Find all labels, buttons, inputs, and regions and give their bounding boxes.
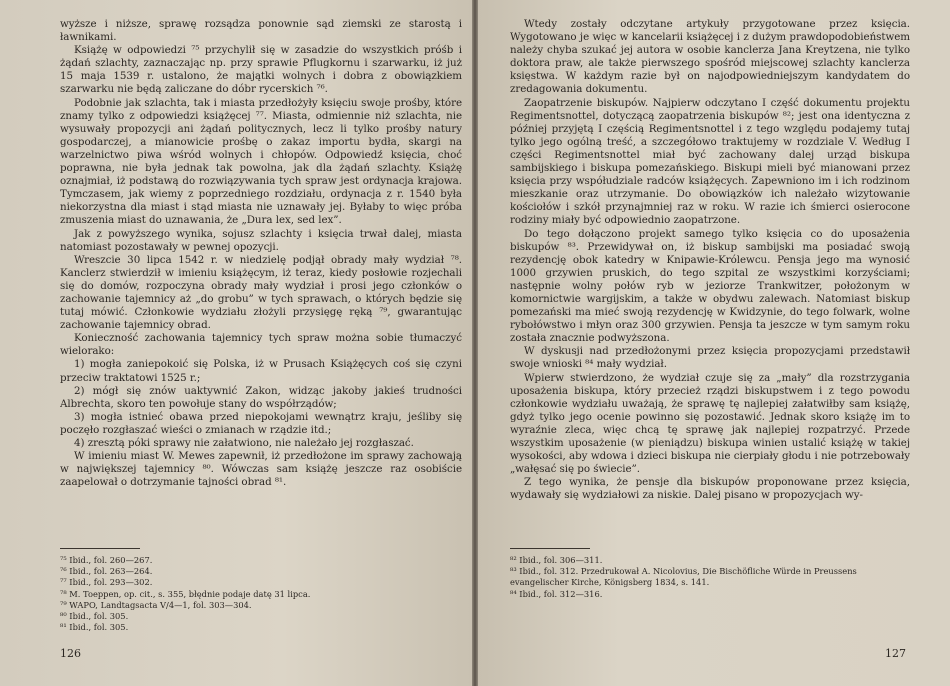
left-paragraph: wyższe i niższe, sprawę rozsądza ponownie sąd ziemski ze starostą i ławnikami. <box>60 18 462 44</box>
page-number: 126 <box>60 647 81 660</box>
left-list-item: 3) mogła istnieć obawa przed niepokojami wewnątrz kraju, jeśliby się poczęło rozgłaszać wieści o zmianach w rządzie itd.; <box>60 410 462 436</box>
left-paragraph: Podobnie jak szlachta, tak i miasta przedłożyły księciu swoje prośby, które znamy tylko z odpowiedzi książęcej ⁷⁷. Miasta, odmiennie niż szlachta, nie wysuwały propozycji ani żądań politycznych, lecz li tylko prośby natury gospodarczej, a mianowicie prośbę o zakaz importu bydła, skargi na warzelnictwo piwa wśród wolnych i chłopów. Odpowiedź księcia, choć poprawna, nie była jednak tak powolna, jak dla żądań szlachty. Książę oznajmiał, iż podstawą do rozwiązywania tych spraw jest ordynacja krajowa. Tymczasem, jak wiemy z poprzedniego rozdziału, ordynacja z r. 1540 była niekorzystna dla miast i stąd miasta nie uznawały jej. Byłaby to więc próba zmuszenia miast do uznawania, że „Dura lex, sed lex”. <box>60 96 462 227</box>
footnote: ⁸⁰ Ibid., fol. 305. <box>60 611 129 622</box>
footnote-rule <box>60 548 140 549</box>
right-paragraph: Do tego dołączono projekt samego tylko księcia co do uposażenia biskupów ⁸³. Przewidywał on, iż biskup sambijski ma posiadać swoją rezydencję obok katedry w Knipawie-Królewcu. Pensja jego ma wynosić 1000 grzywien pruskich, do tego szpital ze wszystkimi korzyściami; następnie wolny połów ryb w jeziorze Trankwitzer, położonym w komornictwie wargijskim, a także w obydwu zalewach. Natomiast biskup pomezański ma mieć swoją rezydencję w Kwidzynie, do tego folwark, wolne rybołówstwo i młyn oraz 300 grzywien. Pensja ta jeszcze w tym samym roku została znacznie podwyższona. <box>510 227 910 345</box>
left-body <box>60 18 462 538</box>
right-paragraph: Wpierw stwierdzono, że wydział czuje się za „mały” dla rozstrzygania uposażenia biskupa, który przecież rządzi biskupstwem i z tego powodu członkowie wydziału uważają, że sprawę tę najlepiej załatwiłby sam książę, gdyż tylko jego ocenie powinno się pozostawić. Jednak skoro książę im to wyraźnie zleca, więc chcą tę sprawę jak najlepiej rozpatrzyć. Przede wszystkim uposażenie (w pieniądzu) biskupa winien ustalić książę w takiej wysokości, aby wdowa i dzieci biskupa nie cierpiały głodu i nie potrzebowały „wałęsać się po świecie”. <box>510 371 910 476</box>
footnote: ⁷⁹ WAPO, Landtagsacta V/4—1, fol. 303—304. <box>60 599 252 610</box>
left-list-item: 4) zresztą póki sprawy nie załatwiono, nie należało jej rozgłaszać. <box>74 437 414 449</box>
left-page <box>0 0 472 686</box>
left-paragraph: Konieczność zachowania tajemnicy tych spraw można sobie tłumaczyć wielorako: <box>60 332 462 358</box>
footnote-rule <box>510 548 590 549</box>
left-paragraph: Książę w odpowiedzi ⁷⁵ przychylił się w zasadzie do wszystkich próśb i żądań szlachty, zaznaczając np. przy sprawie Pflugkornu i szarwarku, iż już 15 maja 1539 r. ustalono, że majątki wolnych i dobra z obowiązkiem szarwarku nie będą zaliczane do dóbr rycerskich ⁷⁶. <box>60 44 462 96</box>
footnote: ⁸³ Ibid., fol. 312. Przedrukował A. Nicolovius, Die Bischöfliche Würde in Preussens evangelischer Kirche, Königsberg 1834, s. 141. <box>510 566 857 588</box>
left-list-item: 2) mógł się znów uaktywnić Zakon, widząc jakoby jakieś trudności Albrechta, skoro ten powołuje stany do współrządów; <box>60 384 462 410</box>
right-paragraph: Wtedy zostały odczytane artykuły przygotowane przez księcia. Wygotowano je więc w kancelarii książęcej i z dużym prawdopodobieństwem należy chyba szukać jej autora w osobie kanclerza Jana Kreytzena, nie tylko doktora praw, ale także pierwszego spośród miejscowej szlachty kanclerza księstwa. W każdym razie był on najodpowiedniejszym kandydatem do zredagowania dokumentu. <box>510 18 910 96</box>
footnote: ⁸² Ibid., fol. 306—311. <box>510 555 603 565</box>
left-paragraph: W imieniu miast W. Mewes zapewnił, iż przedłożone im sprawy zachowają w największej tajemnicy ⁸⁰. Wówczas sam książę jeszcze raz osobiście zaapelował o dotrzymanie tajności obrad ⁸¹. <box>60 450 462 489</box>
right-paragraph: W dyskusji nad przedłożonymi przez księcia propozycjami przedstawił swoje wnioski ⁸⁴ mały wydział. <box>510 345 910 371</box>
left-paragraph: Jak z powyższego wynika, sojusz szlachty i księcia trwał dalej, miasta natomiast pozostawały w pewnej opozycji. <box>60 227 462 253</box>
footnote: ⁸⁴ Ibid., fol. 312—316. <box>510 588 603 599</box>
right-footnotes <box>510 555 910 600</box>
footnote: ⁷⁷ Ibid., fol. 293—302. <box>60 577 153 588</box>
footnote: ⁸¹ Ibid., fol. 305. <box>60 622 129 633</box>
left-footnotes <box>60 555 462 633</box>
footnote: ⁷⁶ Ibid., fol. 263—264. <box>60 566 153 577</box>
right-page <box>478 0 950 686</box>
right-body <box>510 18 910 538</box>
right-paragraph: Z tego wynika, że pensje dla biskupów proponowane przez księcia, wydawały się wydziałowi za niskie. Dalej pisano w propozycjach wy- <box>510 476 910 502</box>
right-paragraph: Zaopatrzenie biskupów. Najpierw odczytano I część dokumentu projektu Regimentsnottel, dotyczącą zaopatrzenia biskupów ⁸²; jest ona identyczna z później przyjętą I częścią Regimentsnottel i z tego względu podajemy tutaj tylko jego ogólną treść, a szczegółowo traktujemy w rozdziale V. Według I części Regimentsnottel miał być zachowany dalej urząd biskupa sambijskiego i biskupa pomezańskiego. Biskupi mieli być mianowani przez księcia przy współudziale radców książęcych. Zapewniono im i ich rodzinom mieszkanie oraz utrzymanie. Do obowiązków ich należało wizytowanie kościołów i szkół przynajmniej raz w roku. W razie ich śmierci osierocone rodziny miały być odpowiednio zaopatrzone. <box>510 96 910 227</box>
footnote: ⁷⁸ M. Toeppen, op. cit., s. 355, błędnie podaje datę 31 lipca. <box>60 588 311 599</box>
page-number: 127 <box>885 647 906 660</box>
footnote: ⁷⁵ Ibid., fol. 260—267. <box>60 555 153 565</box>
left-list-item: 1) mogła zaniepokoić się Polska, iż w Prusach Książęcych coś się czyni przeciw traktatowi 1525 r.; <box>60 358 462 384</box>
left-paragraph: Wreszcie 30 lipca 1542 r. w niedzielę podjął obrady mały wydział ⁷⁸. Kanclerz stwierdził w imieniu książęcym, iż teraz, kiedy posłowie rozjechali się do domów, rozpoczyna obrady mały wydział i prosi jego członków o zachowanie tajemnicy aż „do grobu” w tych sprawach, o których będzie się tutaj mówić. Członkowie wydziału złożyli przysięgę ręką ⁷⁹, gwarantując zachowanie tajemnicy obrad. <box>60 253 462 332</box>
